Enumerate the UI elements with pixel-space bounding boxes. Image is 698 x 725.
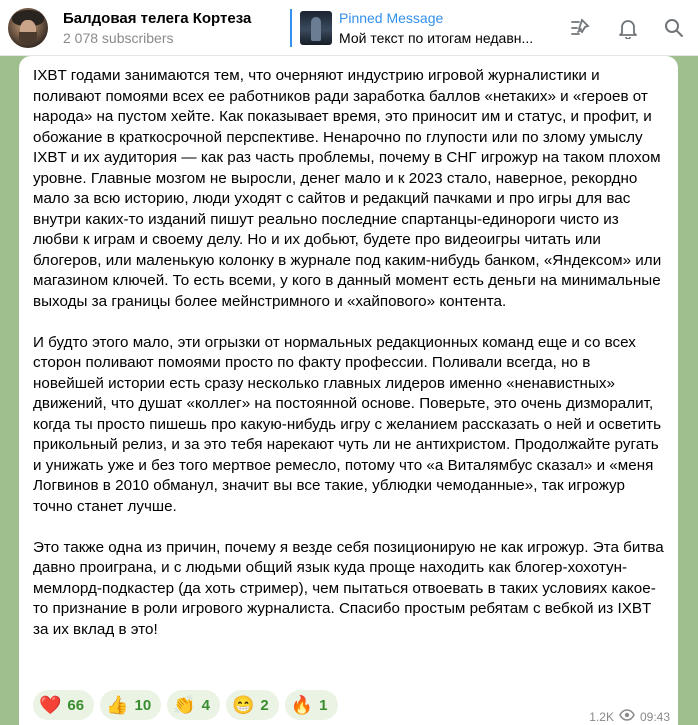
reaction-clap[interactable] [167, 690, 220, 720]
fire-icon: 🔥 [290, 695, 314, 715]
subscriber-count: 2 078 subscribers [63, 30, 174, 46]
pinned-label: Pinned Message [339, 10, 444, 26]
reaction-heart[interactable] [33, 690, 94, 720]
view-count: 1.2K [589, 709, 614, 724]
chat-header [0, 0, 698, 56]
post-text [33, 66, 665, 640]
pinned-thumbnail [300, 11, 332, 45]
reactions-bar [33, 690, 338, 720]
search-icon[interactable] [662, 16, 686, 40]
clap-icon: 👏 [173, 695, 196, 715]
channel-title[interactable]: Балдовая телега Кортеза [63, 10, 252, 27]
pinned-message-bar[interactable] [290, 9, 540, 47]
post-paragraph: IXBT годами занимаются тем, что очерняют индустрию игровой журналистики и поливают помоями всех ее работников ради заработка баллов «нетаких» и «героев от народа» на пустом хейте. Как показывает время, это приносит им и статус, и профит, и обожание в краткосрочной перспективе. Ненарочно по глупости или по злому умыслу IXBT и их аудитория — как раз часть проблемы, почему в СНГ игрожур на таком плохом уровне. Главные мозгом не выросли, денег мало и к 2023 стало, наверное, рекордно мало за всю историю, люди уходят с сайтов и редакций пачками и про игры для вас внутри каких-то изданий пишут реально последние спартанцы-единороги чисто из любви к играм и своему делу. Но и их добьют, будете про видеоигры читать или блогеров, или маленькую колонку в журнале под каким-нибудь банком, «Яндексом» или магазином ключей. То есть всеми, у кого в данный момент есть деньги на минимальные выходы за границы более мейнстримного и «хайпового» контента. [33, 67, 662, 310]
bell-icon[interactable] [616, 16, 640, 40]
reaction-fire[interactable] [285, 690, 338, 720]
reaction-count: 1 [319, 696, 328, 714]
post-time: 09:43 [639, 709, 670, 724]
pinned-preview: Мой текст по итогам недавн... [339, 30, 534, 46]
reaction-count: 10 [134, 696, 152, 714]
reaction-count: 66 [67, 696, 85, 714]
thumbs-up-icon: 👍 [106, 695, 129, 715]
unpin-icon[interactable] [568, 16, 592, 40]
grin-icon: 😁 [231, 695, 255, 715]
reaction-grin[interactable] [226, 690, 279, 720]
reaction-count: 4 [201, 696, 210, 714]
reaction-count: 2 [260, 696, 269, 714]
post-meta [589, 709, 670, 724]
post-paragraph: И будто этого мало, эти огрызки от нормальных редакционных команд еще и со всех сторон поливают помоями просто по факту профессии. Поливали всегда, но в новейшей истории есть сразу несколько главных лидеров именно «ненавистных» движений, что душат «коллег» на постоянной основе. Поверьте, это очень дизморалит, когда ты просто пишешь про какую-нибудь игру с желанием рассказать о ней и осветить прикольный релиз, и за это тебя нарекают чуть ли не антихристом. Продолжайте ругать и унижать уже и без того мертвое ремесло, потому что «а Виталямбус сказал» и «меня Логвинов в 2010 обманул, значит вы все такие, ублюдки чемоданные», так игрожур точно станет лучше. [33, 333, 662, 515]
eye-icon [619, 709, 635, 724]
reaction-thumbs-up[interactable] [100, 690, 161, 720]
heart-icon: ❤️ [39, 695, 62, 715]
channel-post [19, 56, 678, 725]
post-paragraph: Это также одна из причин, почему я везде себя позиционирую не как игрожур. Эта битва давно проиграна, и с людьми общий язык куда проще находить как блогер-хохотун-мемлорд-подкастер (да хоть стример), чем пытаться отвоевать в таких условиях какое-то признание в роли игрового журналиста. Спасибо простым ребятам с вебкой из IXBT за их вклад в это! [33, 538, 664, 638]
channel-avatar[interactable] [8, 8, 48, 48]
